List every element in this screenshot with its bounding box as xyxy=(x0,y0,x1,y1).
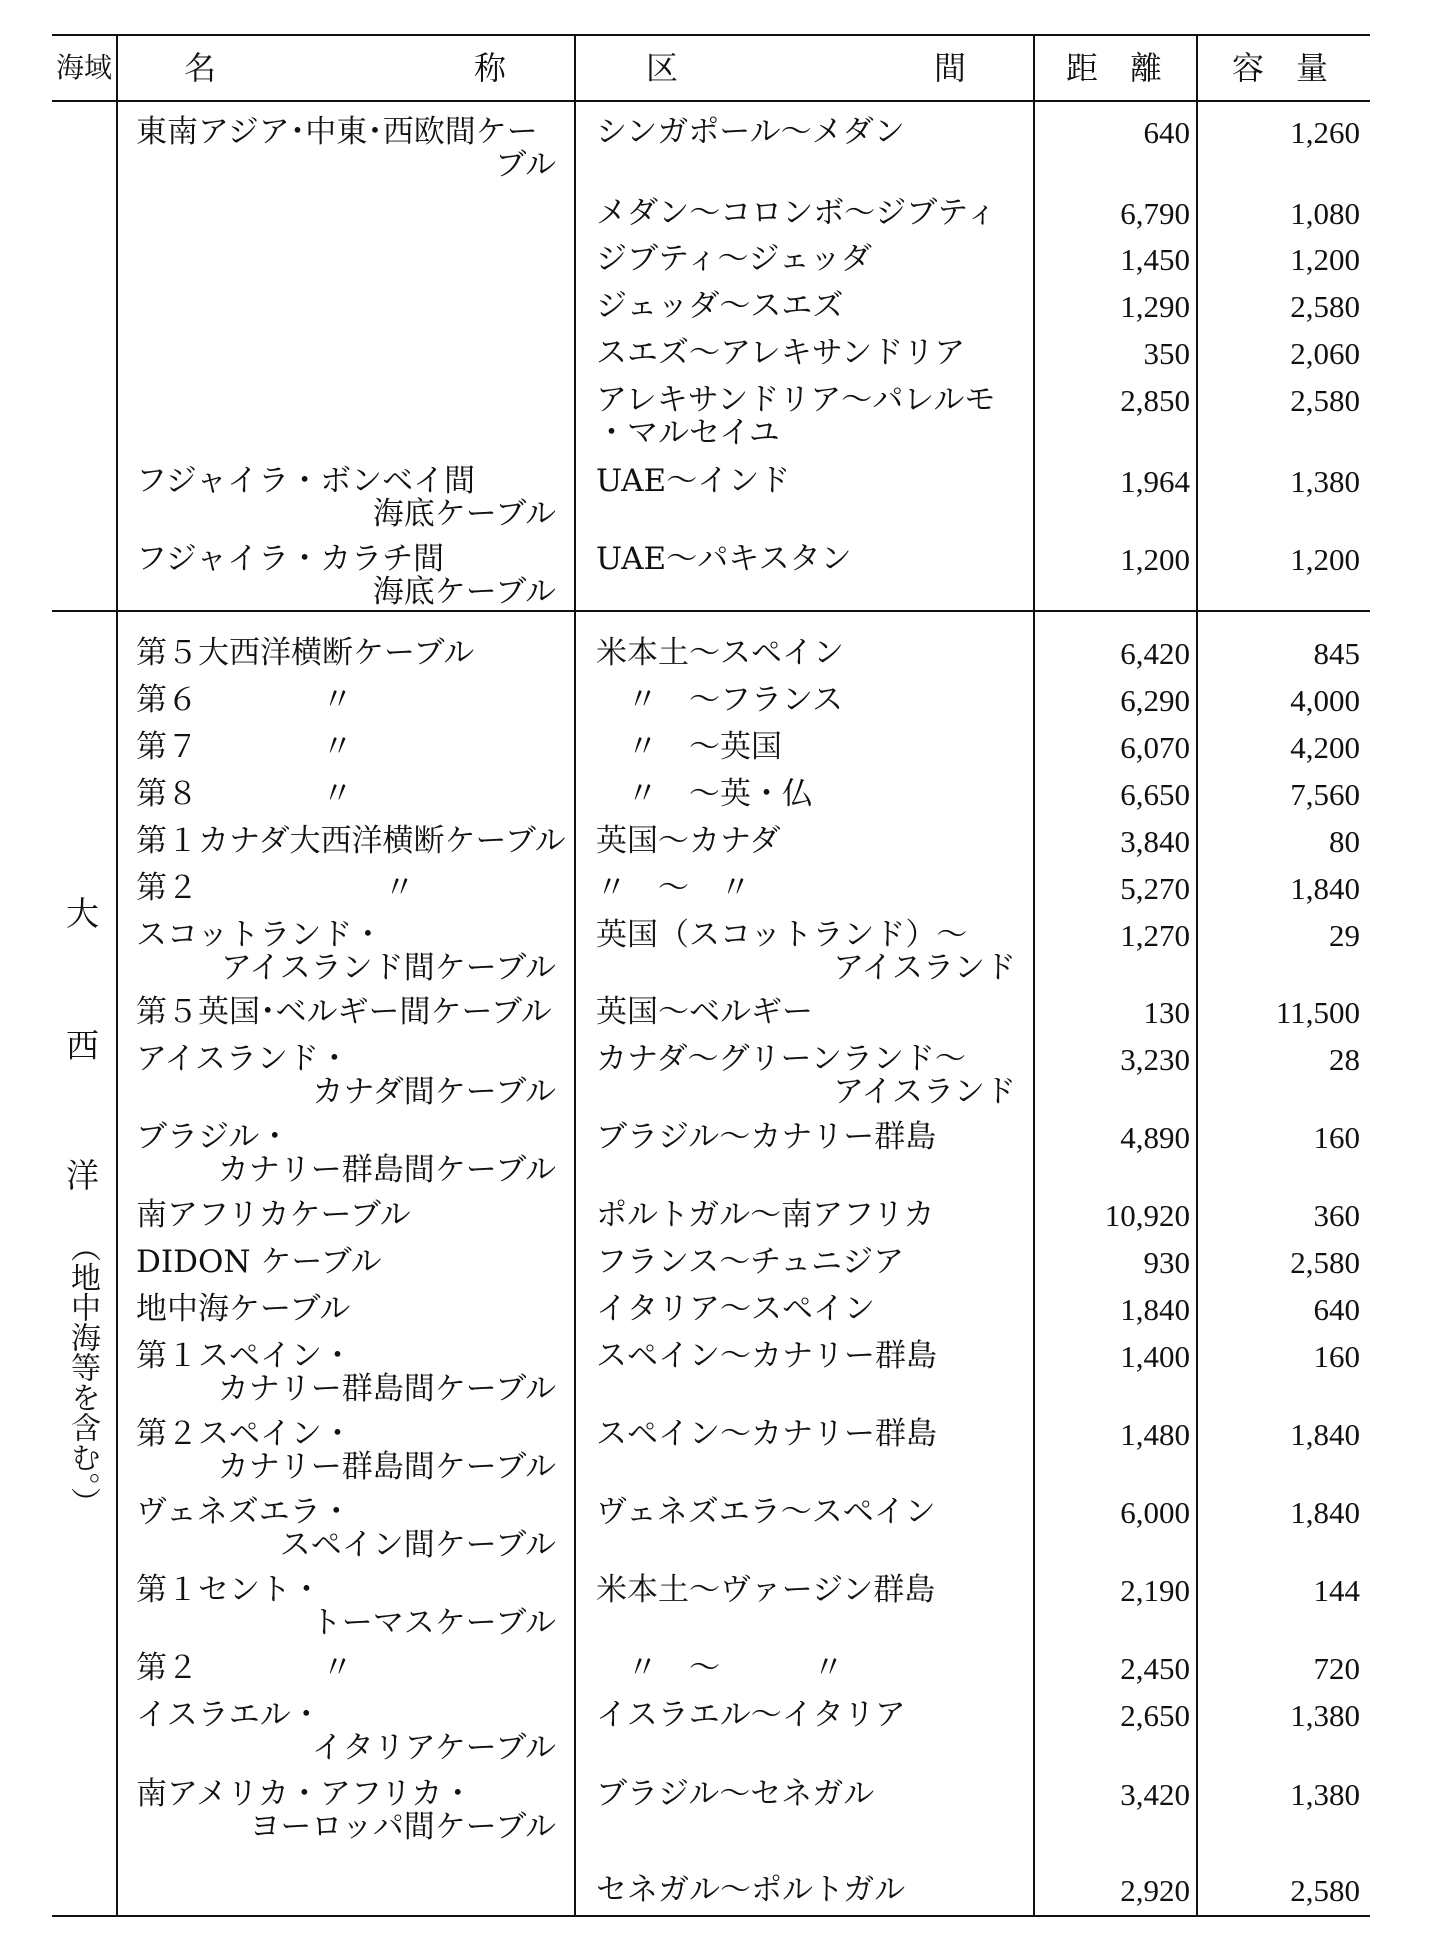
row-section: スペイン～カナリー群島 xyxy=(596,1416,937,1452)
row-distance: 10,920 xyxy=(1104,1198,1190,1233)
row-section: カナダ～グリーンランド～ xyxy=(596,1041,966,1077)
row-name: 第１セント・ xyxy=(136,1572,322,1608)
header-section-b: 間 xyxy=(934,49,967,87)
row-capacity: 7,560 xyxy=(1290,777,1360,812)
row-section: UAE～インド xyxy=(596,463,791,499)
row-capacity: 845 xyxy=(1313,636,1360,671)
row-section-cont: ・マルセイユ xyxy=(596,415,780,451)
row-section: 米本土～ヴァージン群島 xyxy=(596,1572,936,1608)
row-section: ブラジル～カナリー群島 xyxy=(596,1119,937,1155)
row-distance: 1,480 xyxy=(1120,1417,1190,1452)
header-name-a: 名 xyxy=(184,49,217,87)
row-section: シンガポール～メダン xyxy=(596,114,905,150)
row-distance: 2,650 xyxy=(1120,1698,1190,1733)
row-name-cont: 海底ケーブル xyxy=(372,496,556,532)
row-name: ヴェネズエラ・ xyxy=(136,1494,352,1530)
row-distance: 350 xyxy=(1143,336,1190,371)
row-name-cont: トーマスケーブル xyxy=(310,1605,556,1641)
row-section: セネガル～ポルトガル xyxy=(596,1872,906,1908)
row-distance: 6,000 xyxy=(1120,1495,1190,1530)
row-capacity: 1,200 xyxy=(1290,542,1360,577)
row-distance: 6,790 xyxy=(1120,196,1190,231)
row-distance: 5,270 xyxy=(1120,871,1190,906)
row-section: 英国～カナダ xyxy=(596,823,781,859)
row-name: 第１スペイン・ xyxy=(136,1338,353,1374)
row-capacity: 2,580 xyxy=(1290,289,1360,324)
row-section: 米本土～スペイン xyxy=(596,635,844,671)
row-name-cont: ヨーロッパ間ケーブル xyxy=(249,1809,556,1845)
row-capacity: 1,260 xyxy=(1290,115,1360,150)
header-rule xyxy=(52,100,1370,102)
row-section: アレキサンドリア～パレルモ xyxy=(596,382,996,418)
row-section: ブラジル～セネガル xyxy=(596,1776,875,1812)
row-distance: 6,290 xyxy=(1120,683,1190,718)
row-section-cont: アイスランド xyxy=(833,1074,1016,1110)
row-name-cont: スペイン間ケーブル xyxy=(279,1527,556,1563)
row-distance: 130 xyxy=(1143,995,1190,1030)
row-section: 英国（スコットランド）～ xyxy=(596,917,968,953)
row-capacity: 29 xyxy=(1329,918,1360,953)
row-capacity: 1,380 xyxy=(1290,1698,1360,1733)
row-distance: 3,840 xyxy=(1120,824,1190,859)
divider-name-section xyxy=(574,34,576,1917)
region-label-atlantic-2: 西 xyxy=(66,1026,99,1065)
header-capacity: 容 量 xyxy=(1232,49,1329,87)
row-section: 英国～ベルギー xyxy=(596,994,813,1030)
row-capacity: 1,840 xyxy=(1290,1417,1360,1452)
header-distance: 距 離 xyxy=(1066,49,1163,87)
row-capacity: 2,580 xyxy=(1290,383,1360,418)
row-name-cont: イタリアケーブル xyxy=(311,1730,556,1766)
row-section: フランス～チュニジア xyxy=(596,1244,905,1280)
row-distance: 2,850 xyxy=(1120,383,1190,418)
row-name: DIDON ケーブル xyxy=(136,1244,382,1280)
divider-section-distance xyxy=(1033,34,1035,1917)
section-rule xyxy=(52,610,1370,612)
row-distance: 6,070 xyxy=(1120,730,1190,765)
row-distance: 6,420 xyxy=(1120,636,1190,671)
header-name-b: 称 xyxy=(474,49,507,87)
row-distance: 2,920 xyxy=(1120,1873,1190,1908)
row-section: ジブティ～ジェッダ xyxy=(596,241,872,277)
row-distance: 1,450 xyxy=(1120,242,1190,277)
row-capacity: 160 xyxy=(1313,1339,1360,1374)
row-section: 〃 ～英国 xyxy=(596,729,782,765)
row-distance: 3,420 xyxy=(1120,1777,1190,1812)
row-capacity: 160 xyxy=(1313,1120,1360,1155)
row-distance: 1,290 xyxy=(1120,289,1190,324)
row-capacity: 2,580 xyxy=(1290,1245,1360,1280)
row-capacity: 720 xyxy=(1313,1651,1360,1686)
row-capacity: 1,380 xyxy=(1290,464,1360,499)
row-name: 南アフリカケーブル xyxy=(136,1197,411,1233)
row-section: 〃 ～英・仏 xyxy=(596,776,813,812)
row-capacity: 80 xyxy=(1329,824,1360,859)
row-capacity: 4,200 xyxy=(1290,730,1360,765)
region-label-atlantic-note: （地中海等を含む。） xyxy=(65,1232,100,1517)
row-name: 第１カナダ大西洋横断ケーブル xyxy=(136,823,566,859)
row-name-cont: 海底ケーブル xyxy=(372,574,556,610)
row-name: 第２ 〃 xyxy=(136,870,415,906)
row-name: 第２スペイン・ xyxy=(136,1416,353,1452)
row-capacity: 1,840 xyxy=(1290,871,1360,906)
row-section: メダン～コロンボ～ジブティ xyxy=(596,195,997,231)
row-distance: 1,400 xyxy=(1120,1339,1190,1374)
row-distance: 2,450 xyxy=(1120,1651,1190,1686)
row-capacity: 640 xyxy=(1313,1292,1360,1327)
row-distance: 4,890 xyxy=(1120,1120,1190,1155)
row-capacity: 360 xyxy=(1313,1198,1360,1233)
row-distance: 2,190 xyxy=(1120,1573,1190,1608)
row-capacity: 1,380 xyxy=(1290,1777,1360,1812)
divider-distance-capacity xyxy=(1196,34,1198,1917)
row-name: イスラエル・ xyxy=(136,1697,322,1733)
row-distance: 1,200 xyxy=(1120,542,1190,577)
row-section: イタリア～スペイン xyxy=(596,1291,875,1327)
row-section: ヴェネズエラ～スペイン xyxy=(596,1494,936,1530)
row-capacity: 2,580 xyxy=(1290,1873,1360,1908)
row-name-cont: カナリー群島間ケーブル xyxy=(217,1152,556,1188)
row-capacity: 4,000 xyxy=(1290,683,1360,718)
row-name: 第８ 〃 xyxy=(136,776,353,812)
row-section: 〃 ～ 〃 xyxy=(596,1650,844,1686)
row-name-cont: カナダ間ケーブル xyxy=(312,1074,556,1110)
row-name: ブラジル・ xyxy=(136,1119,291,1155)
header-section-a: 区 xyxy=(646,49,679,87)
row-capacity: 1,200 xyxy=(1290,242,1360,277)
row-name: 第５大西洋横断ケーブル xyxy=(136,635,475,671)
row-name: アイスランド・ xyxy=(136,1041,350,1077)
row-capacity: 28 xyxy=(1329,1042,1360,1077)
row-distance: 640 xyxy=(1143,115,1190,150)
top-rule xyxy=(52,34,1370,36)
row-distance: 1,270 xyxy=(1120,918,1190,953)
row-name: スコットランド・ xyxy=(136,917,384,953)
row-capacity: 1,840 xyxy=(1290,1495,1360,1530)
row-section: スペイン～カナリー群島 xyxy=(596,1338,937,1374)
row-name: 東南アジア･中東･西欧間ケー xyxy=(136,114,538,150)
row-name: 第２ 〃 xyxy=(136,1650,353,1686)
row-distance: 1,964 xyxy=(1120,464,1190,499)
row-distance: 930 xyxy=(1143,1245,1190,1280)
row-distance: 3,230 xyxy=(1120,1042,1190,1077)
divider-region-name xyxy=(116,34,118,1917)
row-name: 第６ 〃 xyxy=(136,682,353,718)
row-name-cont: カナリー群島間ケーブル xyxy=(217,1449,556,1485)
row-name-cont: アイスランド間ケーブル xyxy=(220,950,556,986)
row-name: フジャイラ・ボンベイ間 xyxy=(136,463,476,499)
row-name-cont: ブル xyxy=(495,147,556,183)
row-section: 〃 ～ 〃 xyxy=(596,870,751,906)
row-name-cont: カナリー群島間ケーブル xyxy=(217,1371,556,1407)
row-name: 第７ 〃 xyxy=(136,729,353,765)
row-section: 〃 ～フランス xyxy=(596,682,844,718)
row-section: スエズ～アレキサンドリア xyxy=(596,335,966,371)
row-capacity: 11,500 xyxy=(1275,995,1360,1030)
row-distance: 6,650 xyxy=(1120,777,1190,812)
region-label-atlantic-1: 大 xyxy=(66,894,99,933)
bottom-rule xyxy=(52,1915,1370,1917)
row-name: 第５英国･ベルギー間ケーブル xyxy=(136,994,552,1030)
row-name: 南アメリカ・アフリカ・ xyxy=(136,1776,474,1812)
row-section: UAE～パキスタン xyxy=(596,541,852,577)
row-name: フジャイラ・カラチ間 xyxy=(136,541,445,577)
row-section: ジェッダ～スエズ xyxy=(596,288,844,324)
header-region: 海域 xyxy=(55,51,112,84)
region-label-atlantic-3: 洋 xyxy=(66,1156,99,1195)
row-section: イスラエル～イタリア xyxy=(596,1697,906,1733)
row-section: ポルトガル～南アフリカ xyxy=(596,1197,935,1233)
row-name: 地中海ケーブル xyxy=(136,1291,351,1327)
row-capacity: 2,060 xyxy=(1290,336,1360,371)
row-capacity: 1,080 xyxy=(1290,196,1360,231)
row-section-cont: アイスランド xyxy=(833,950,1016,986)
row-capacity: 144 xyxy=(1313,1573,1360,1608)
row-distance: 1,840 xyxy=(1120,1292,1190,1327)
